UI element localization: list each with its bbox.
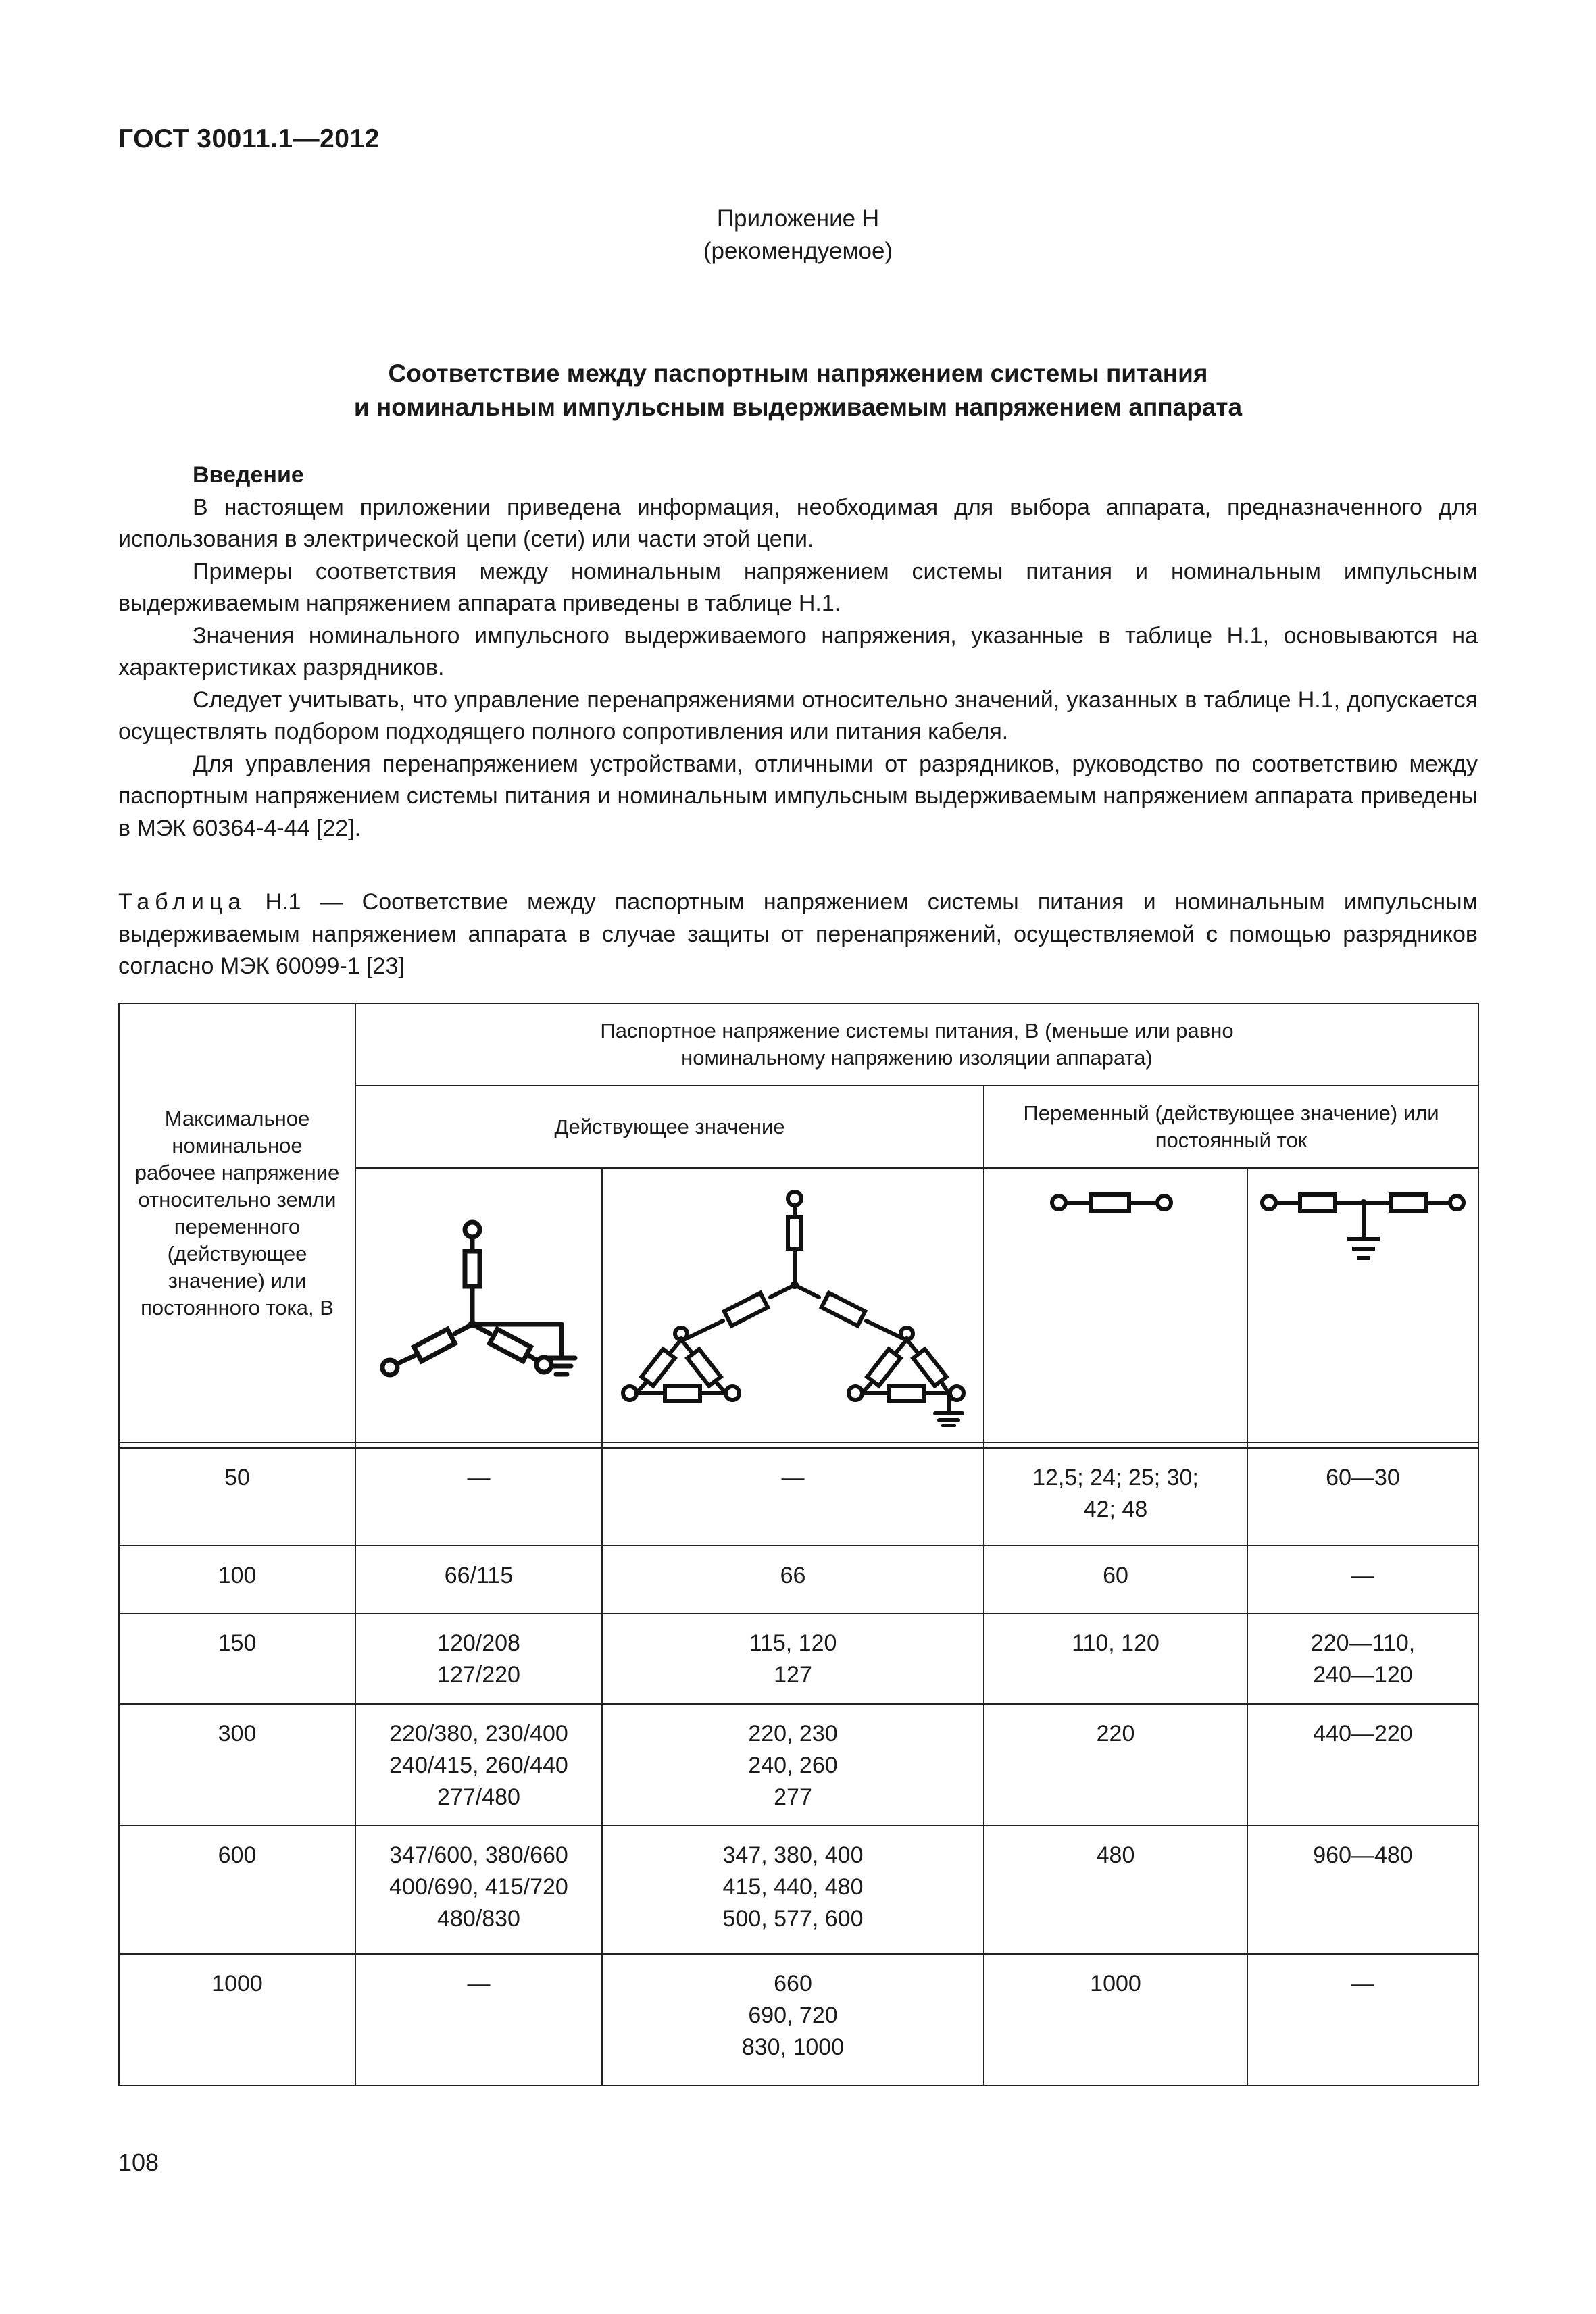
cell-acdc-single: 60 (984, 1546, 1247, 1613)
cell-rms-delta: — (602, 1448, 984, 1546)
header-ac-dc (984, 1086, 1478, 1168)
introduction-heading: Введение (193, 462, 304, 488)
table-row (119, 1704, 1478, 1826)
cell-acdc-single: 12,5; 24; 25; 30; 42; 48 (984, 1448, 1247, 1546)
header-nominal-voltage (355, 1003, 1478, 1086)
cell-rms-delta: 66 (602, 1546, 984, 1613)
cell-max-voltage: 1000 (119, 1954, 355, 2086)
cell-rms-star: 220/380, 230/400 240/415, 260/440 277/480 (355, 1704, 602, 1826)
cell-acdc-single: 220 (984, 1704, 1247, 1826)
appendix-heading (0, 203, 1596, 268)
cell-acdc-earthed: — (1247, 1546, 1478, 1613)
intro-paragraph: Следует учитывать, что управление перенапряжениями относительно значений, указанных в таблице Н.1, допускается осуществлять подбором подходящего полного сопротивления или питания кабеля. (118, 686, 1478, 745)
intro-paragraph: Примеры соответствия между номинальным напряжением системы питания и номинальным импульсным выдерживаемым напряжением аппарата приведены в таблице Н.1. (118, 558, 1478, 616)
voltage-correspondence-table (118, 1003, 1479, 2086)
cell-max-voltage: 50 (119, 1448, 355, 1546)
cell-rms-star: — (355, 1448, 602, 1546)
appendix-status: (рекомендуемое) (703, 238, 893, 264)
cell-max-voltage: 600 (119, 1826, 355, 1954)
cell-rms-delta: 220, 230 240, 260 277 (602, 1704, 984, 1826)
table-caption-text: Н.1 — Соответствие между паспортным напряжением системы питания и номинальным импульсным выдерживаемым напряжением аппарата в случае защиты от перенапряжений, осуществляемой с помощью разрядников согласно МЭК 60099-1 [23] (118, 889, 1478, 979)
cell-max-voltage: 150 (119, 1613, 355, 1704)
appendix-main-title (0, 357, 1596, 424)
cell-rms-delta: 660 690, 720 830, 1000 (602, 1954, 984, 2086)
intro-paragraph: В настоящем приложении приведена информация, необходимая для выбора аппарата, предназначенного для использования в электрической цепи (сети) или части этой цепи. (118, 494, 1478, 552)
header-max-voltage-text: Максимальное номинальное рабочее напряжение относительно земли переменного (действующее значение) или постоянного тока, В (134, 1107, 340, 1319)
title-line-1: Соответствие между паспортным напряжением системы питания (388, 359, 1208, 387)
cell-rms-star: 347/600, 380/660 400/690, 415/720 480/830 (355, 1826, 602, 1954)
intro-paragraph: Значения номинального импульсного выдерживаемого напряжения, указанные в таблице Н.1, основываются на характеристиках разрядников. (118, 622, 1478, 680)
table-caption (118, 886, 1478, 983)
table-header-separator (119, 1442, 1478, 1448)
cell-rms-star: 66/115 (355, 1546, 602, 1613)
table-caption-prefix: Таблица (118, 889, 247, 915)
cell-acdc-earthed: 60—30 (1247, 1448, 1478, 1546)
cell-acdc-earthed: 440—220 (1247, 1704, 1478, 1826)
header-rms-value: Действующее значение (355, 1086, 984, 1168)
table-row (119, 1546, 1478, 1613)
diagram-cell-single (984, 1168, 1247, 1442)
diagram-cell-delta (602, 1168, 984, 1442)
two-resistor-earthed-midpoint-icon (1258, 1186, 1468, 1274)
header-nominal-voltage-text: Паспортное напряжение системы питания, В (меньше или равно номинальному напряжению изоляции аппарата) (600, 1019, 1234, 1070)
page-number: 108 (118, 2148, 159, 2176)
table-row (119, 1826, 1478, 1954)
appendix-title: Приложение Н (716, 205, 880, 232)
diagram-cell-star (355, 1168, 602, 1442)
table-row (119, 1613, 1478, 1704)
title-line-2: и номинальным импульсным выдерживаемым напряжением аппарата (353, 393, 1243, 421)
cell-rms-star: 120/208 127/220 (355, 1613, 602, 1704)
cell-acdc-earthed: 220—110, 240—120 (1247, 1613, 1478, 1704)
table-row (119, 1448, 1478, 1546)
cell-acdc-earthed: — (1247, 1954, 1478, 2086)
cell-acdc-single: 110, 120 (984, 1613, 1247, 1704)
header-max-voltage (119, 1003, 355, 1442)
cell-acdc-earthed: 960—480 (1247, 1826, 1478, 1954)
cell-max-voltage: 100 (119, 1546, 355, 1613)
cell-rms-star: — (355, 1954, 602, 2086)
three-phase-star-earthed-icon (371, 1211, 587, 1400)
cell-rms-delta: 115, 120 127 (602, 1613, 984, 1704)
cell-acdc-single: 480 (984, 1826, 1247, 1954)
three-phase-delta-earthed-icon (611, 1184, 976, 1427)
cell-max-voltage: 300 (119, 1704, 355, 1826)
cell-acdc-single: 1000 (984, 1954, 1247, 2086)
cell-rms-delta: 347, 380, 400 415, 440, 480 500, 577, 600 (602, 1826, 984, 1954)
document-code: ГОСТ 30011.1—2012 (118, 124, 380, 153)
single-resistor-icon (1048, 1186, 1183, 1219)
intro-paragraph: Для управления перенапряжением устройствами, отличными от разрядников, руководство по соответствию между паспортным напряжением системы питания и номинальным импульсным выдерживаемым напряжением аппарата приведены в МЭК 60364-4-44 [22]. (118, 751, 1478, 841)
introduction-section (118, 459, 1478, 845)
table-row (119, 1954, 1478, 2086)
header-ac-dc-text: Переменный (действующее значение) или постоянный ток (1023, 1101, 1439, 1152)
diagram-cell-double (1247, 1168, 1478, 1442)
